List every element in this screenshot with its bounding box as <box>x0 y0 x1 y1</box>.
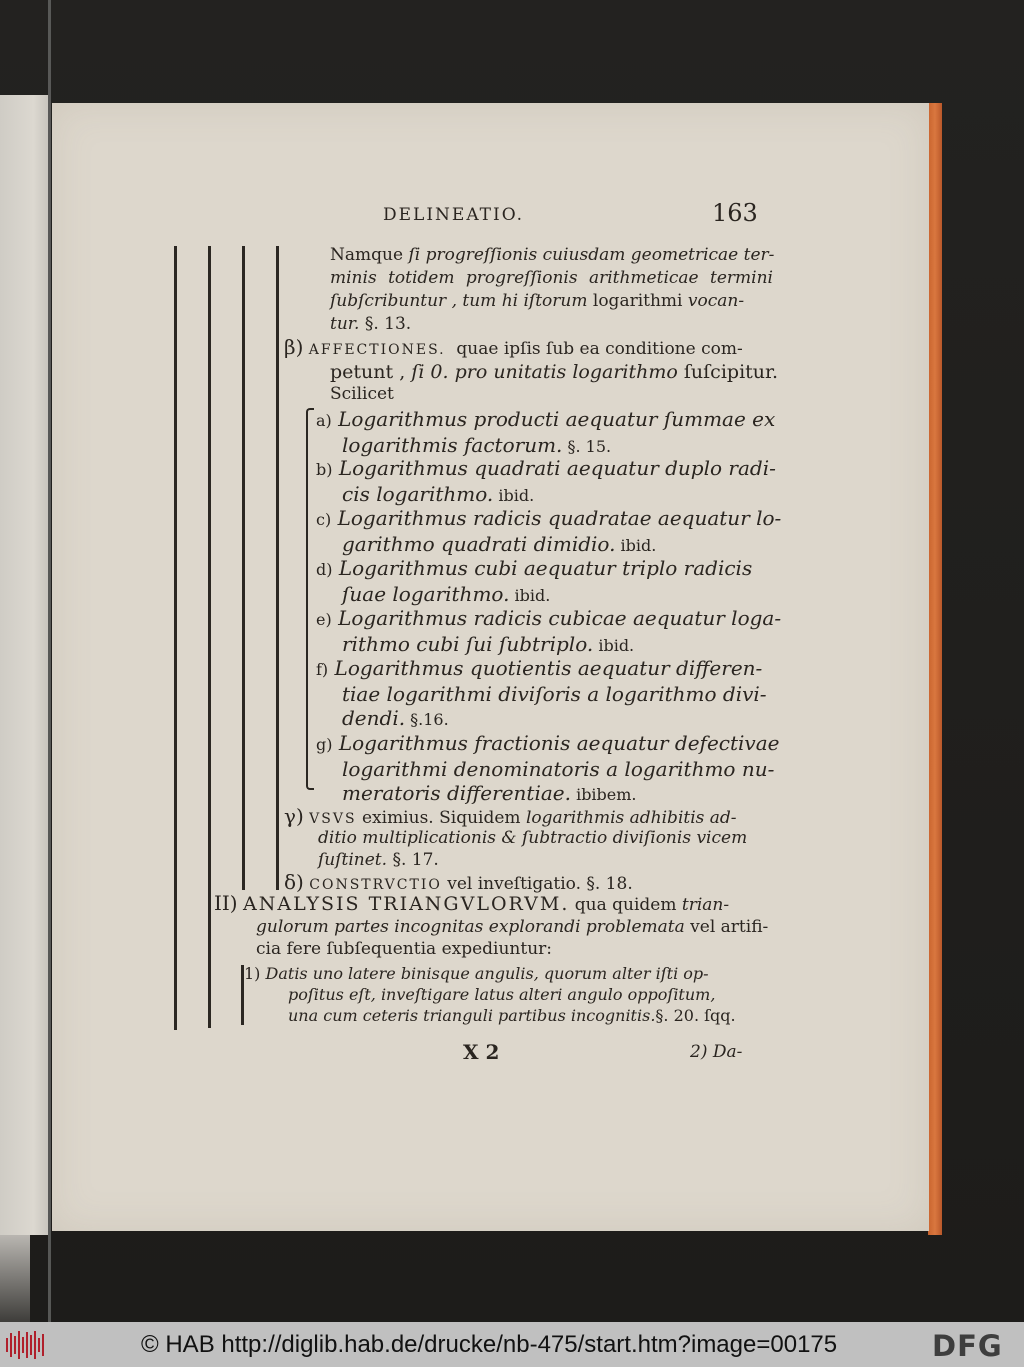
text-italic: Datis uno latere binisque angulis, quorum alter iſti op- <box>265 964 709 983</box>
text-italic: Logarithmus radicis quadratae aequatur lo- <box>337 506 782 530</box>
section-heading: VSVS <box>309 811 357 827</box>
text-italic: logarithmis adhibitis ad- <box>525 808 737 828</box>
section-ref: ibid. <box>509 586 551 605</box>
section-ref: §. 15. <box>562 437 612 456</box>
text-italic: cis logarithmo. <box>342 482 494 506</box>
list-item-c <box>316 506 781 558</box>
text-roman: eximius. Siquidem <box>356 808 526 828</box>
red-page-edge <box>928 103 942 1235</box>
outline-label: II) <box>214 891 238 915</box>
outline-label: β) <box>284 335 304 359</box>
text-roman: quae ipſis ſub ea conditione com- <box>456 339 743 359</box>
text-roman: logarithmi <box>587 291 688 311</box>
list-item-f <box>316 656 767 732</box>
text-italic: logarithmis factorum. <box>342 433 563 457</box>
item-label: c) <box>316 510 332 529</box>
item-label: d) <box>316 560 333 579</box>
list-item-g <box>316 731 779 807</box>
running-head: DELINEATIO. <box>383 205 525 225</box>
gamma-heading-line <box>284 806 737 829</box>
text-roman: petunt , <box>330 361 412 383</box>
text-roman: qua quidem <box>569 895 682 915</box>
text-italic: ſuſtinet. <box>318 850 388 870</box>
outline-bracket-level4 <box>276 246 279 890</box>
text-line <box>330 314 411 334</box>
item-label: e) <box>316 610 332 629</box>
text-line <box>330 362 778 382</box>
section-ref: §.16. <box>405 710 449 729</box>
printer-signature: X 2 <box>463 1040 500 1064</box>
brace-items-a-g <box>306 408 314 790</box>
text-italic: poſitus eſt, inveſtigare latus alteri angulo oppoſitum, <box>288 985 716 1004</box>
section-heading: ANALYSIS TRIANGVLORVM. <box>243 893 570 915</box>
text-line <box>318 850 439 870</box>
list-item-e <box>316 606 781 658</box>
text-italic: una cum ceteris trianguli partibus incognitis. <box>288 1006 656 1025</box>
book-gutter <box>48 0 51 1322</box>
section-heading: AFFECTIONES. <box>308 342 446 358</box>
section-ref: §. 13. <box>359 314 412 334</box>
text-italic: trian- <box>681 895 730 915</box>
text-italic: gulorum partes incognitas explorandi problemata <box>256 917 685 937</box>
beta-heading-line <box>284 337 743 360</box>
text-roman: vel artifi- <box>684 917 769 937</box>
text-line: Scilicet <box>330 384 394 404</box>
text-line: minis totidem progreſſionis arithmeticae termini <box>330 268 773 288</box>
section-ref: ibid. <box>593 636 635 655</box>
text-italic: ſi progreſſionis cuiusdam geometricae ter- <box>408 245 775 265</box>
list-item-a <box>316 407 775 459</box>
text-italic: rithmo cubi ſui ſubtriplo. <box>342 632 594 656</box>
text-italic: tiae logarithmi diviſoris a logarithmo divi- <box>342 682 767 706</box>
text-italic: Logarithmus quadrati aequatur duplo radi- <box>338 456 776 480</box>
footer-bar <box>0 1322 1024 1367</box>
text-italic: ſuae logarithmo. <box>342 582 510 606</box>
outline-label: δ) <box>284 870 304 894</box>
outline-bracket-level2 <box>208 246 211 1028</box>
item-label: a) <box>316 411 332 430</box>
text-line <box>330 291 744 311</box>
text-italic: meratoris differentiae. <box>342 781 571 805</box>
section-ref: §. 20. ſqq. <box>655 1006 736 1025</box>
section-heading: CONSTRVCTIO <box>309 877 442 893</box>
outline-bracket-level3 <box>242 246 245 890</box>
text-line <box>330 245 774 265</box>
text-italic: Logarithmus cubi aequatur triplo radicis <box>338 556 753 580</box>
section-ref: ibid. <box>615 536 657 555</box>
list-item-b <box>316 456 776 508</box>
outline-bracket-level1 <box>174 246 177 1030</box>
item-label: g) <box>316 735 333 754</box>
text-roman: ſuſcipitur. <box>677 361 779 383</box>
text-italic: Logarithmus fractionis aequatur defectivae <box>338 731 780 755</box>
text-roman: Namque <box>330 245 409 265</box>
hab-logo-icon <box>6 1330 48 1360</box>
page-number: 163 <box>712 199 758 227</box>
text-line <box>256 917 768 937</box>
text-italic: dendi. <box>342 706 406 730</box>
previous-page-edge <box>0 95 48 1235</box>
problem-1 <box>244 963 736 1026</box>
text-italic: Logarithmus quotientis aequatur differen- <box>334 656 763 680</box>
text-line: ditio multiplicationis & ſubtractio diviſionis vicem <box>318 828 748 848</box>
list-item-d <box>316 556 752 608</box>
text-italic: ſubſcribuntur , tum hi iſtorum <box>330 291 588 311</box>
item-label: b) <box>316 460 333 479</box>
item-label: 1) <box>244 964 261 983</box>
text-italic: logarithmi denominatoris a logarithmo nu- <box>342 757 775 781</box>
text-italic: Logarithmus radicis cubicae aequatur loga- <box>338 606 782 630</box>
text-italic: ſi 0. pro unitatis logarithmo <box>411 361 678 383</box>
text-roman: vel inveſtigatio. §. 18. <box>441 874 633 894</box>
text-italic: vocan- <box>687 291 745 311</box>
text-line: cia fere ſubſequentia expediuntur: <box>256 939 553 959</box>
item-label: f) <box>316 660 329 679</box>
text-italic: garithmo quadrati dimidio. <box>342 532 616 556</box>
outline-label: γ) <box>284 804 304 828</box>
text-italic: tur. <box>330 314 360 334</box>
section-ref: ibibem. <box>570 785 637 804</box>
section-II-heading-line <box>214 893 729 915</box>
delta-heading-line <box>284 872 633 895</box>
text-italic: Logarithmus producti aequatur ſummae ex <box>338 407 776 431</box>
catchword: 2) Da- <box>690 1042 743 1062</box>
previous-page-shadow <box>0 1235 30 1325</box>
section-ref: ibid. <box>493 486 535 505</box>
section-ref: §. 17. <box>387 850 439 870</box>
dfg-logo: DFG <box>932 1329 1003 1363</box>
copyright-link[interactable]: © HAB http://diglib.hab.de/drucke/nb-475/start.htm?image=00175 <box>141 1331 838 1358</box>
